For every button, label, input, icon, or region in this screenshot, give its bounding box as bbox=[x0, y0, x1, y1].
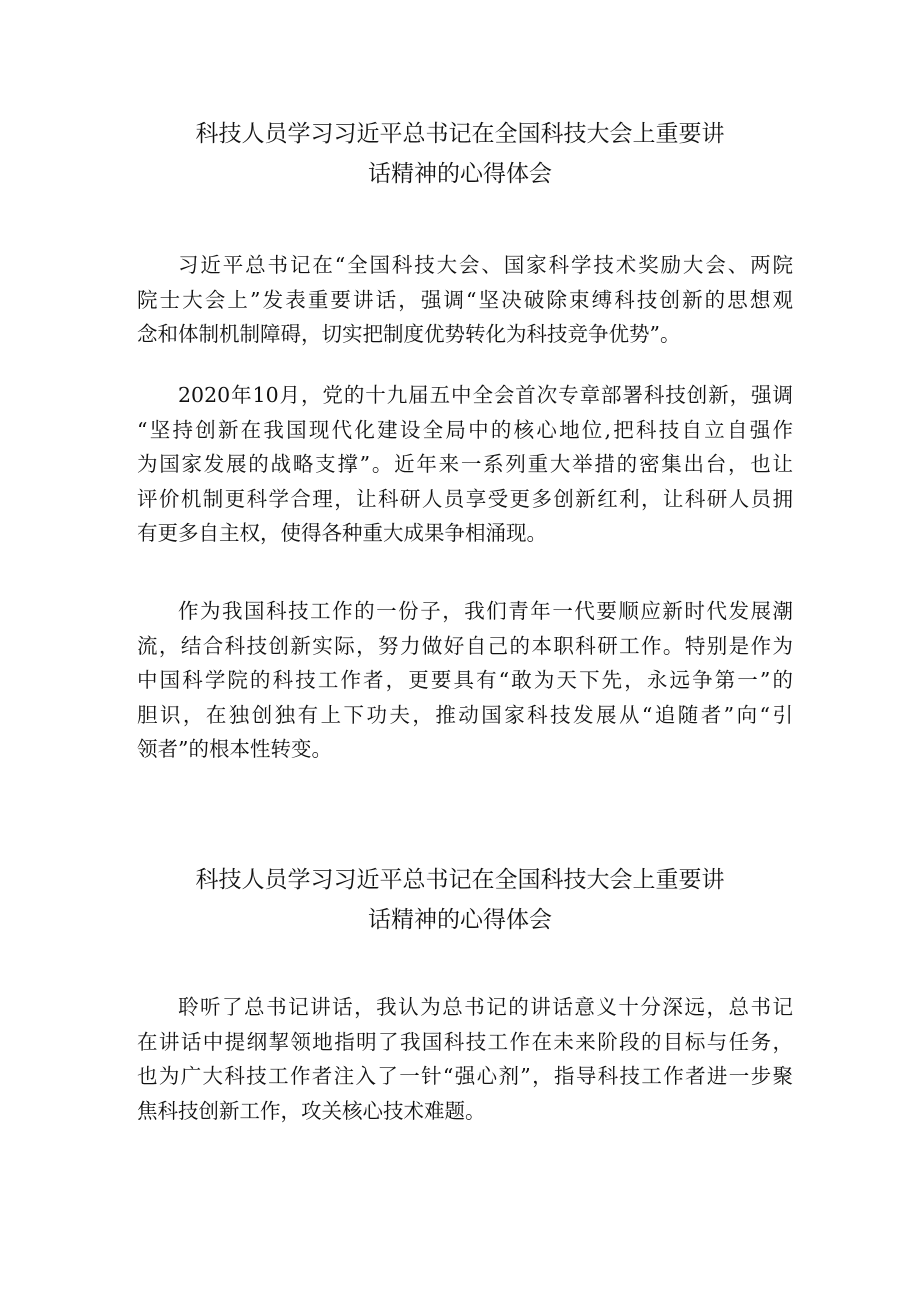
paragraph-line: 在讲话中提纲挈领地指明了我国科技工作在未来阶段的目标与任务， bbox=[137, 1029, 793, 1054]
paragraph-line: 评价机制更科学合理，让科研人员享受更多创新红利，让科研人员拥 bbox=[137, 486, 793, 511]
paragraph-line: 焦科技创新工作，攻关核心技术难题。 bbox=[137, 1098, 486, 1123]
section-2-title-line-1: 科技人员学习习近平总书记在全国科技大会上重要讲 bbox=[195, 867, 725, 893]
paragraph-line: 为国家发展的战略支撑”。近年来一系列重大举措的密集出台，也让 bbox=[137, 452, 793, 476]
paragraph-line: 中国科学院的科技工作者，更要具有“敢为天下先，永远争第一”的 bbox=[137, 668, 793, 692]
paragraph-line: 胆识，在独创独有上下功夫，推动国家科技发展从“追随者”向“引 bbox=[137, 702, 793, 727]
section-2-title bbox=[130, 860, 790, 940]
section-1-paragraph-1 bbox=[137, 248, 793, 352]
paragraph-line: 有更多自主权，使得各种重大成果争相涌现。 bbox=[137, 521, 547, 545]
paragraph-line: 也为广大科技工作者注入了一针“强心剂”，指导科技工作者进一步聚 bbox=[137, 1064, 793, 1088]
paragraph-line: 习近平总书记在“全国科技大会、国家科学技术奖励大会、两院 bbox=[178, 253, 793, 277]
section-1-paragraph-2 bbox=[137, 378, 793, 551]
section-1-title bbox=[130, 114, 790, 194]
section-2-paragraph-1 bbox=[137, 990, 793, 1128]
paragraph-line: 念和体制机制障碍，切实把制度优势转化为科技竞争优势”。 bbox=[137, 322, 681, 346]
paragraph-line: 院士大会上”发表重要讲话，强调“坚决破除束缚科技创新的思想观 bbox=[137, 287, 793, 312]
paragraph-line: 聆听了总书记讲话，我认为总书记的讲话意义十分深远，总书记 bbox=[178, 995, 793, 1019]
paragraph-line: 流，结合科技创新实际，努力做好自己的本职科研工作。特别是作为 bbox=[137, 633, 793, 658]
section-1-paragraph-3 bbox=[137, 594, 793, 767]
paragraph-line: “坚持创新在我国现代化建设全局中的核心地位,把科技自立自强作 bbox=[137, 417, 793, 442]
paragraph-line: 作为我国科技工作的一份子，我们青年一代要顺应新时代发展潮 bbox=[178, 599, 793, 623]
section-1-title-line-1: 科技人员学习习近平总书记在全国科技大会上重要讲 bbox=[195, 121, 725, 147]
section-1-title-line-2: 话精神的心得体会 bbox=[368, 161, 552, 187]
section-2-title-line-2: 话精神的心得体会 bbox=[368, 907, 552, 933]
paragraph-line: 领者”的根本性转变。 bbox=[137, 737, 332, 761]
paragraph-line: 2020年10月，党的十九届五中全会首次专章部署科技创新，强调 bbox=[178, 383, 793, 407]
